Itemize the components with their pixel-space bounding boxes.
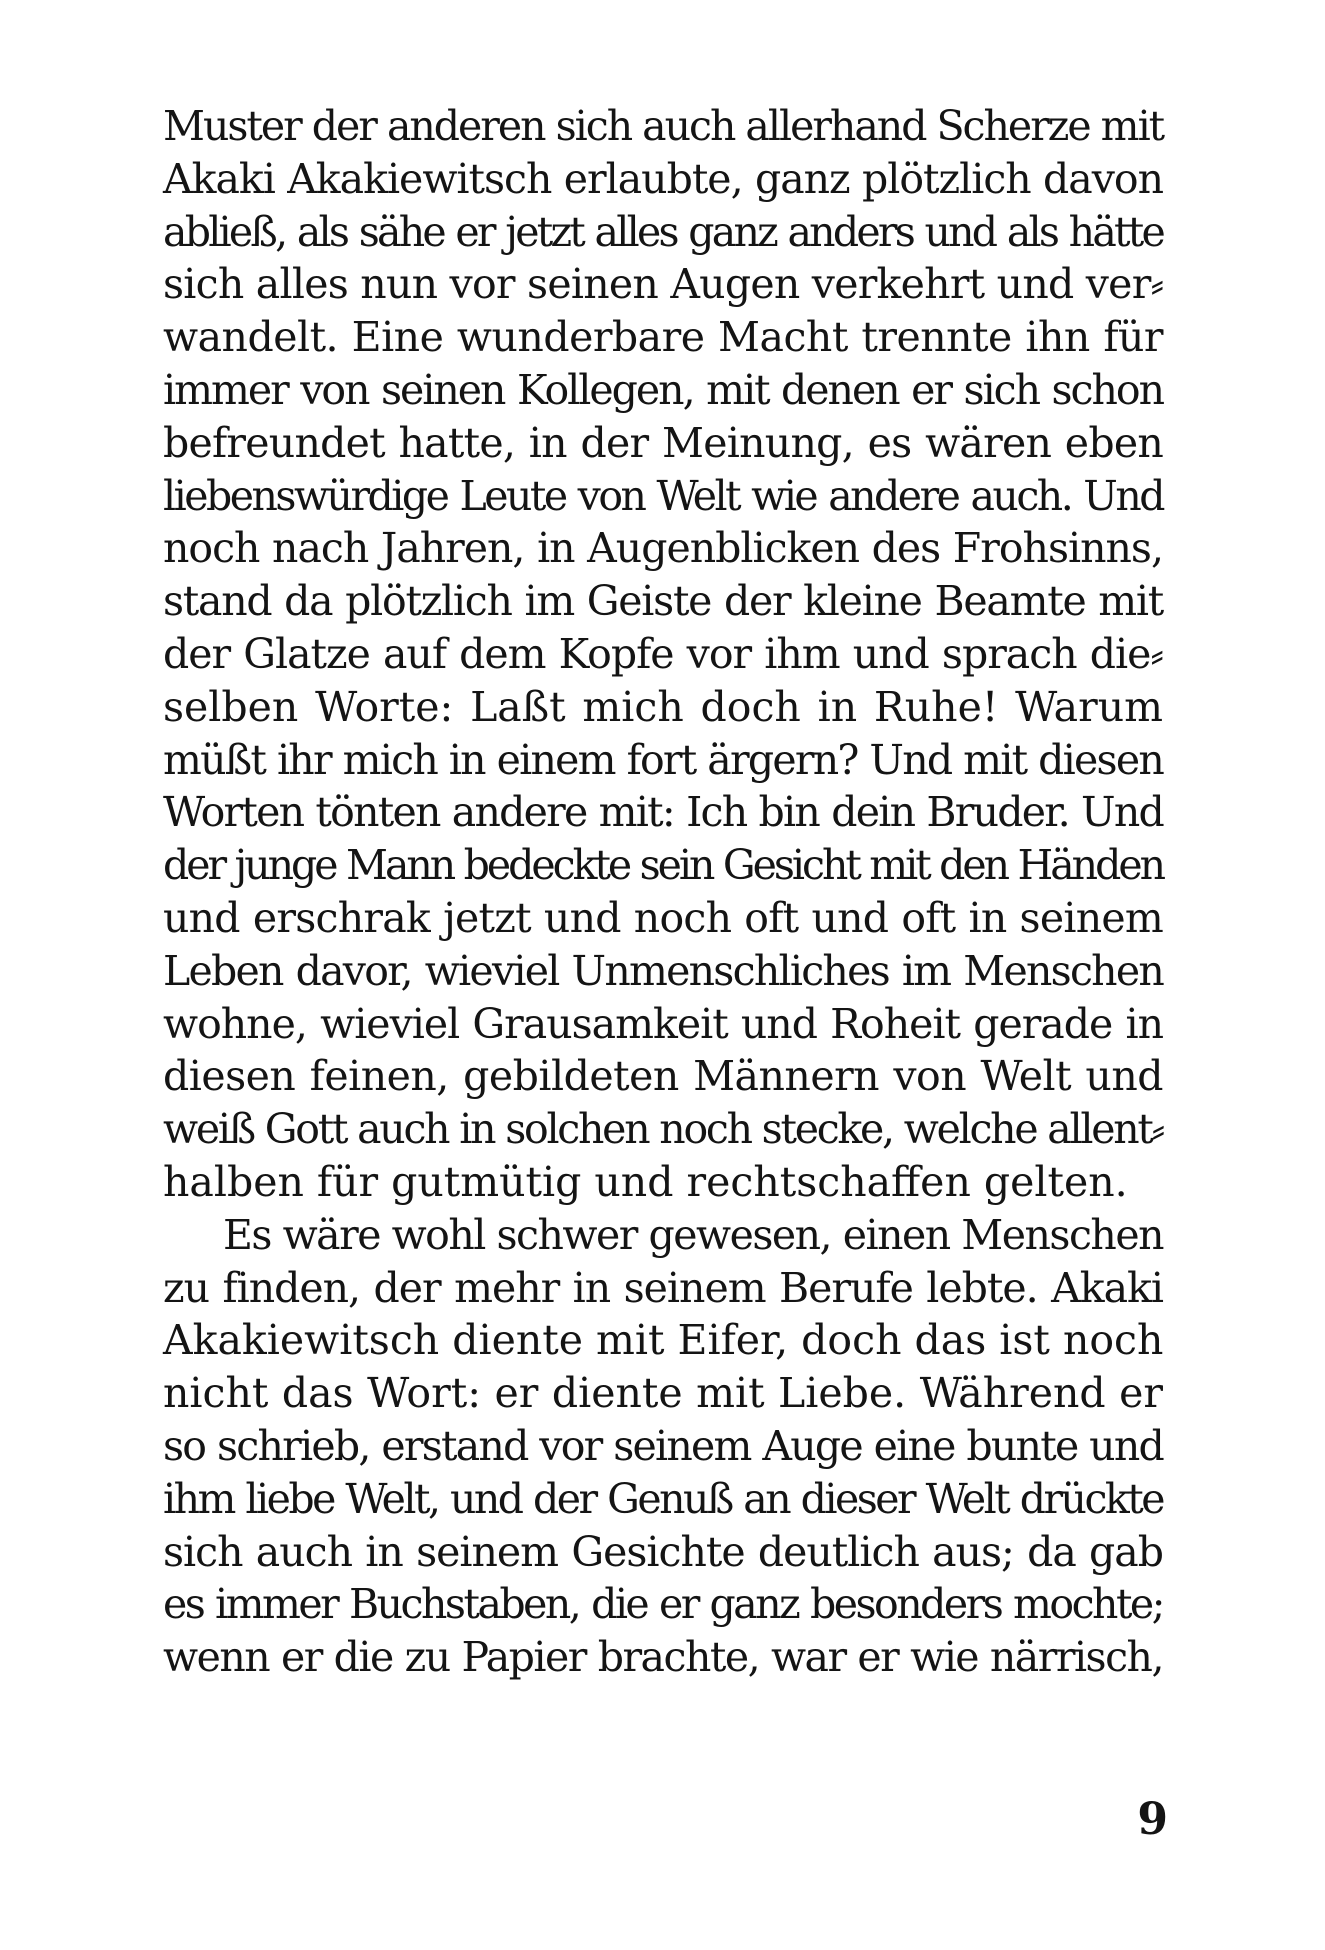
text-line: wohne, wieviel Grausamkeit und Roheit gerade in (163, 999, 1163, 1048)
text-line: liebenswürdige Leute von Welt wie andere auch. Und (163, 471, 1163, 520)
text-line: Leben davor, wieviel Unmenschliches im Menschen (163, 946, 1163, 995)
text-line: noch nach Jahren, in Augenblicken des Frohsinns, (163, 524, 1163, 573)
text-line: Muster der anderen sich auch allerhand Scherze mit (163, 102, 1164, 150)
text-line: so schrieb, erstand vor seinem Auge eine bunte und (163, 1421, 1163, 1470)
text-line: zu finden, der mehr in seinem Berufe lebte. Akaki (163, 1263, 1163, 1312)
text-line: sich auch in seinem Gesichte deutlich aus; da gab (163, 1527, 1163, 1576)
text-line: Worten tönten andere mit: Ich bin dein Bruder. Und (163, 788, 1163, 837)
text-line: sich alles nun vor seinen Augen verkehrt und ver⸗ (163, 260, 1164, 309)
text-line: es immer Buchstaben, die er ganz besonders mochte; (163, 1580, 1163, 1629)
text-line: Akakiewitsch diente mit Eifer, doch das ist noch (163, 1316, 1164, 1365)
text-line: der junge Mann bedeckte sein Gesicht mit den Händen (163, 841, 1163, 890)
page-number: 9 (1137, 1794, 1168, 1845)
text-line: diesen feinen, gebildeten Männern von Welt und (163, 1052, 1163, 1101)
text-line: Akaki Akakiewitsch erlaubte, ganz plötzlich davon (163, 154, 1163, 203)
text-line: stand da plötzlich im Geiste der kleine Beamte mit (163, 577, 1163, 626)
paragraph-first-line: Es wäre wohl schwer gewesen, einen Menschen (223, 1210, 1163, 1259)
text-line: wandelt. Eine wunderbare Macht trennte ihn für (163, 313, 1163, 362)
paragraph-last-line: halben für gutmütig und rechtschaffen gelten. (163, 1157, 1128, 1206)
text-line: nicht das Wort: er diente mit Liebe. Während er (163, 1369, 1163, 1418)
text-line: wenn er die zu Papier brachte, war er wie närrisch, (163, 1633, 1163, 1682)
text-line: ihm liebe Welt, und der Genuß an dieser Welt drückte (163, 1474, 1163, 1523)
text-line: immer von seinen Kollegen, mit denen er sich schon (163, 365, 1163, 414)
text-line: müßt ihr mich in einem fort ärgern? Und mit diesen (163, 735, 1163, 784)
text-line: und erschrak jetzt und noch oft und oft in seinem (163, 893, 1163, 942)
text-line: der Glatze auf dem Kopfe vor ihm und sprach die⸗ (163, 629, 1163, 678)
body-text (163, 100, 1163, 1684)
text-line: befreundet hatte, in der Meinung, es wären eben (163, 418, 1163, 467)
text-line: selben Worte: Laßt mich doch in Ruhe! Warum (163, 682, 1163, 731)
text-line: abließ, als sähe er jetzt alles ganz anders und als hätte (163, 207, 1163, 256)
text-line: weiß Gott auch in solchen noch stecke, welche allent⸗ (163, 1105, 1163, 1154)
